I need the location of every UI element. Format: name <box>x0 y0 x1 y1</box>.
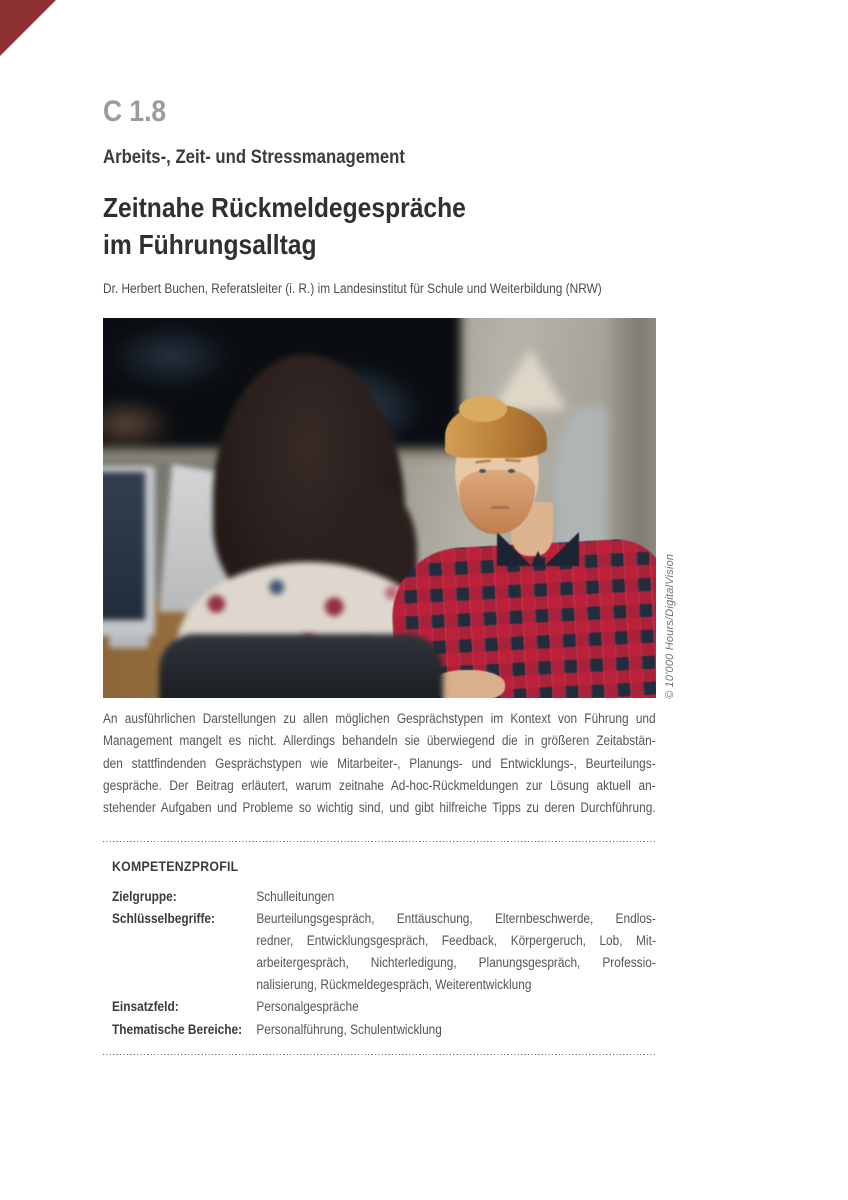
kp-value-schluesselbegriffe <box>256 908 656 996</box>
photo-man-hair-quiff <box>459 396 507 422</box>
kp-value-line: redner, Entwicklungsgespräch, Feedback, Körpergeruch, Lob, Mit- <box>256 933 656 949</box>
abstract-line: Management mangelt es nicht. Allerdings behandeln sie überwiegend die in größeren Zeitabstän- <box>103 733 656 749</box>
photo-man-eye-right <box>508 469 515 473</box>
kp-value-line: Beurteilungsgespräch, Enttäuschung, Elternbeschwerde, Endlos- <box>256 911 656 927</box>
abstract-line: gespräche. Der Beitrag erläutert, warum zeitnahe Ad-hoc-Rückmeldungen zur Lösung aktuell an- <box>103 777 656 793</box>
article-title <box>103 189 466 263</box>
photo-man-mouth <box>491 506 509 509</box>
series-title: Arbeits-, Zeit- und Stressmanagement <box>103 147 405 168</box>
article-title-line-2: im Führungsalltag <box>103 229 317 260</box>
corner-fold-accent <box>0 0 56 56</box>
kompetenzprofil-table <box>112 886 656 1041</box>
kp-value-line: Personalführung, Schulentwicklung <box>256 1021 442 1037</box>
kp-value-zielgruppe <box>256 886 656 908</box>
dotted-divider-bottom <box>103 1054 656 1056</box>
kp-value-line: Schulleitungen <box>256 889 335 904</box>
kp-value-line: nalisierung, Rückmeldegespräch, Weiterentwicklung <box>256 977 532 993</box>
photo-man-eye-left <box>479 469 486 473</box>
article-title-line-1: Zeitnahe Rückmeldegespräche <box>103 192 466 223</box>
kp-label-einsatzfeld: Einsatzfeld: <box>112 999 179 1015</box>
abstract-line: stehender Aufgaben und Probleme so wichtig sind, und gibt hilfreiche Tipps zu deren Durchführung. <box>103 800 656 816</box>
kp-label-zielgruppe: Zielgruppe: <box>112 889 177 904</box>
kp-label-thematische-bereiche: Thematische Bereiche: <box>112 1021 243 1037</box>
photo-credit: © 10'000 Hours/DigitalVision <box>664 553 676 699</box>
kompetenzprofil-heading: KOMPETENZPROFIL <box>112 858 239 874</box>
abstract-line: den stattfindenden Gesprächstypen wie Mitarbeiter-, Planungs- und Entwicklungs-, Beurteilungs- <box>103 755 656 771</box>
chapter-code: C 1.8 <box>103 95 167 128</box>
article-photo <box>103 318 656 698</box>
kp-value-thematische-bereiche <box>256 1019 656 1041</box>
photo-office-chair-back <box>159 634 443 698</box>
abstract-line: An ausführlichen Darstellungen zu allen möglichen Gesprächstypen im Kontext von Führung und <box>103 711 656 726</box>
kp-value-line: arbeitergespräch, Nichterledigung, Planungsgespräch, Professio- <box>256 955 656 971</box>
abstract-paragraph <box>103 708 656 819</box>
kp-label-schluesselbegriffe: Schlüsselbegriffe: <box>112 911 215 927</box>
kp-value-line: Personalgespräche <box>256 999 359 1015</box>
kp-value-einsatzfeld <box>256 996 656 1018</box>
author-line: Dr. Herbert Buchen, Referatsleiter (i. R.) im Landesinstitut für Schule und Weiterbildung (NRW) <box>103 281 602 296</box>
dotted-divider-top <box>103 841 656 843</box>
